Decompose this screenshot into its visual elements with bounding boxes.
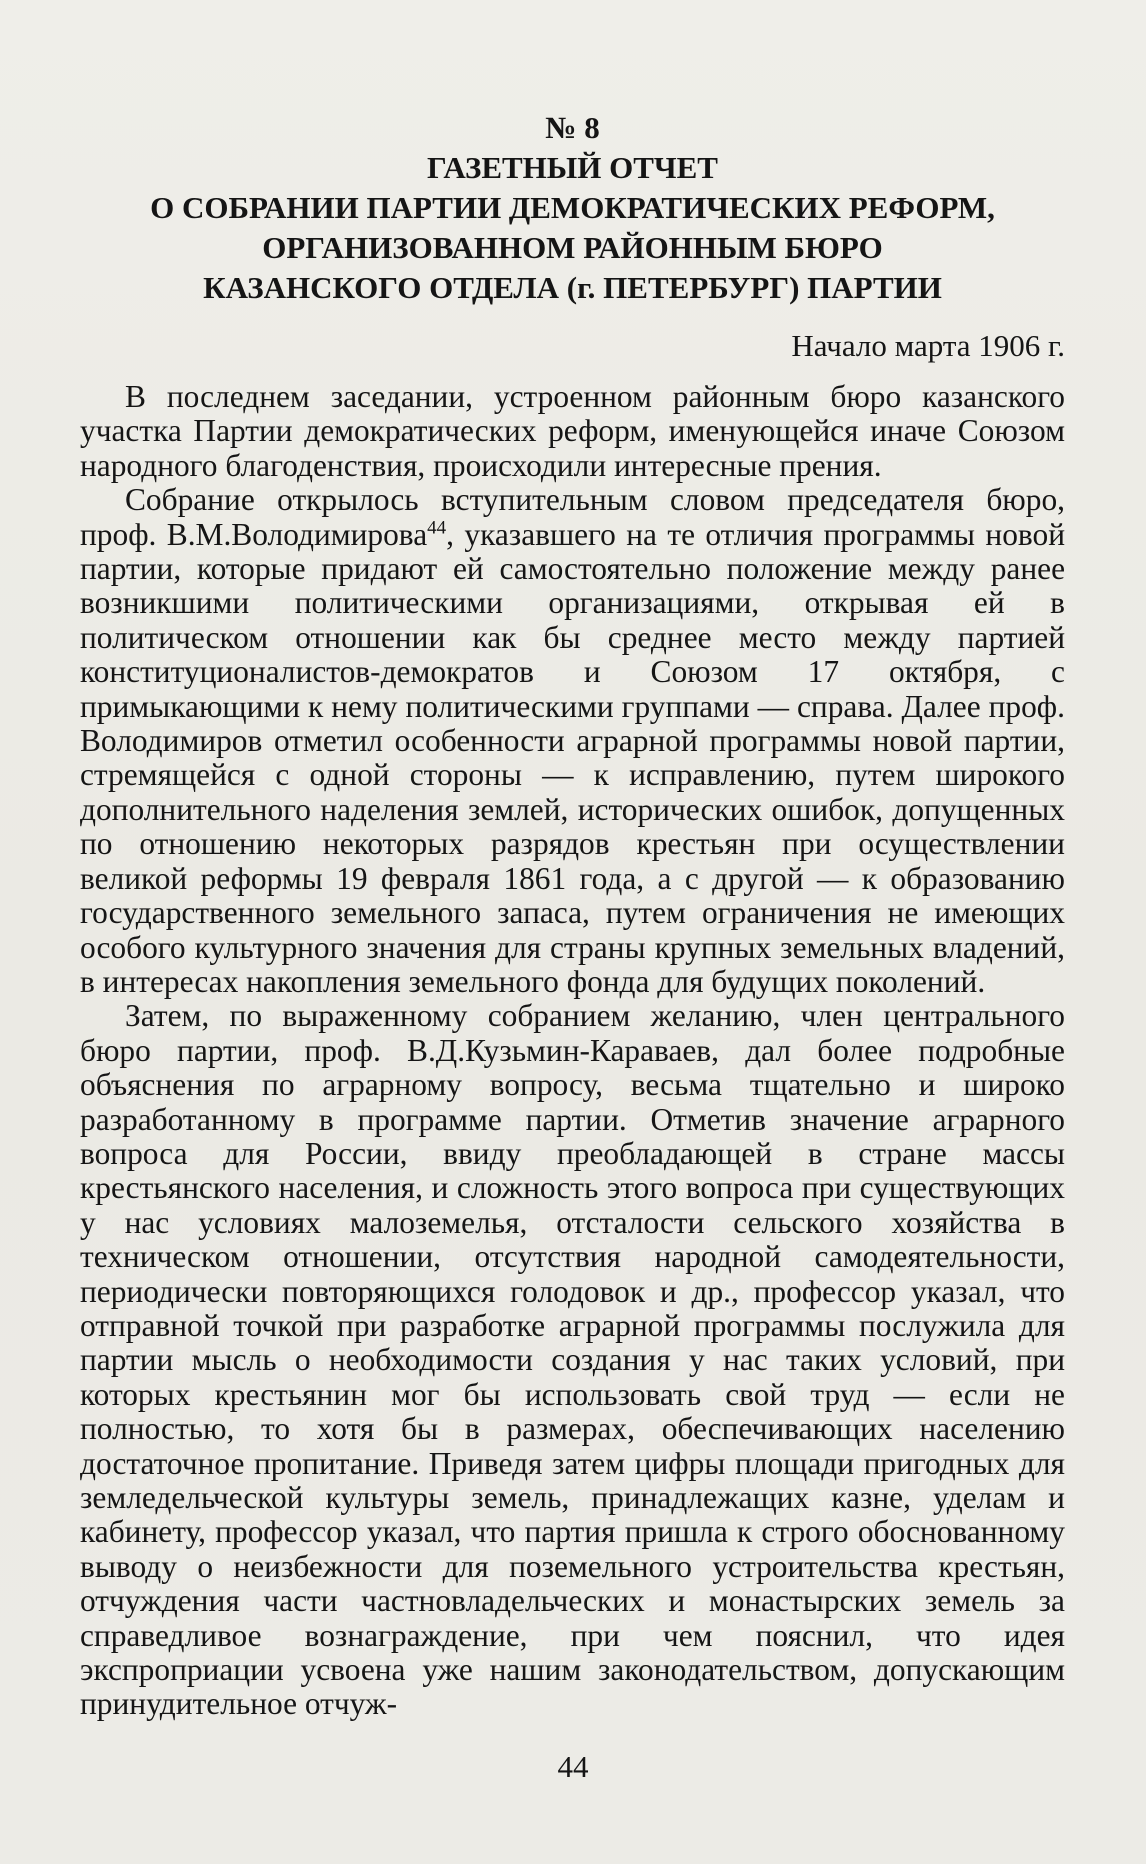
paragraph-text: , указавшего на те отличия программы новой партии, которые придают ей самостоятельно положение между ранее возникшими политическими организациями, открывая ей в политическом отношении как бы среднее место между партией конституционалистов-демократов и Союзом 17 октября, с примыкающими к нему политическими группами — справа. Далее проф. Володимиров отметил особенности аграрной программы новой партии, стремящейся с одной стороны — к исправлению, путем широкого дополнительного наделения землей, исторических ошибок, допущенных по отношению некоторых разрядов крестьян при осуществлении великой реформы 19 февраля 1861 года, а с другой — к образованию государственного земельного запаса, путем ограничения не имеющих особого культурного значения для страны крупных земельных владений, в интересах накопления земельного фонда для будущих поколений. [80,516,1065,999]
body-paragraph: В последнем заседании, устроенном районным бюро казанского участка Партии демократических реформ, именующейся иначе Союзом народного благоденствия, происходили интересные прения. [80,379,1065,483]
page-number: 44 [557,1749,589,1784]
body-paragraph: Затем, по выраженному собранием желанию, член центрального бюро партии, проф. В.Д.Кузьмин-Караваев, дал более подробные объяснения по аграрному вопросу, весьма тщательно и широко разработанному в программе партии. Отметив значение аграрного вопроса для России, ввиду преобладающей в стране массы крестьянского населения, и сложность этого вопроса при существующих у нас условиях малоземелья, отсталости сельского хозяйства в техническом отношении, отсутствия народной самодеятельности, периодически повторяющихся голодовок и др., профессор указал, что отправной точкой при разработке аграрной программы послужила для партии мысль о необходимости создания у нас таких условий, при которых крестьянин мог бы использовать свой труд — если не полностью, то хотя бы в размерах, обеспечивающих населению достаточное пропитание. Приведя затем цифры площади пригодных для земледельческой культуры земель, принадлежащих казне, уделам и кабинету, профессор указал, что партия пришла к строго обоснованному выводу о неизбежности для поземельного устроительства крестьян, отчуждения части частновладельческих и монастырских земель за справедливое вознаграждение, при чем пояснил, что идея экспроприации усвоена уже нашим законодательством, допускающим принудительное отчуж- [80,998,1065,1722]
page-content [80,108,1065,1722]
title-line: КАЗАНСКОГО ОТДЕЛА (г. ПЕТЕРБУРГ) ПАРТИИ [203,270,942,305]
body-paragraph [80,483,1065,999]
title-line: ОРГАНИЗОВАННОМ РАЙОННЫМ БЮРО [262,230,883,265]
document-title [80,148,1065,308]
paragraph-text: Собрание открылось вступительным словом председателя бюро, проф. В.М.Володимирова [80,482,1065,552]
footnote-reference: 44 [427,517,447,539]
title-line: О СОБРАНИИ ПАРТИИ ДЕМОКРАТИЧЕСКИХ РЕФОРМ, [150,190,995,225]
title-line: ГАЗЕТНЫЙ ОТЧЕТ [427,150,718,185]
document-date: Начало марта 1906 г. [791,328,1065,363]
document-number: № 8 [545,110,600,145]
